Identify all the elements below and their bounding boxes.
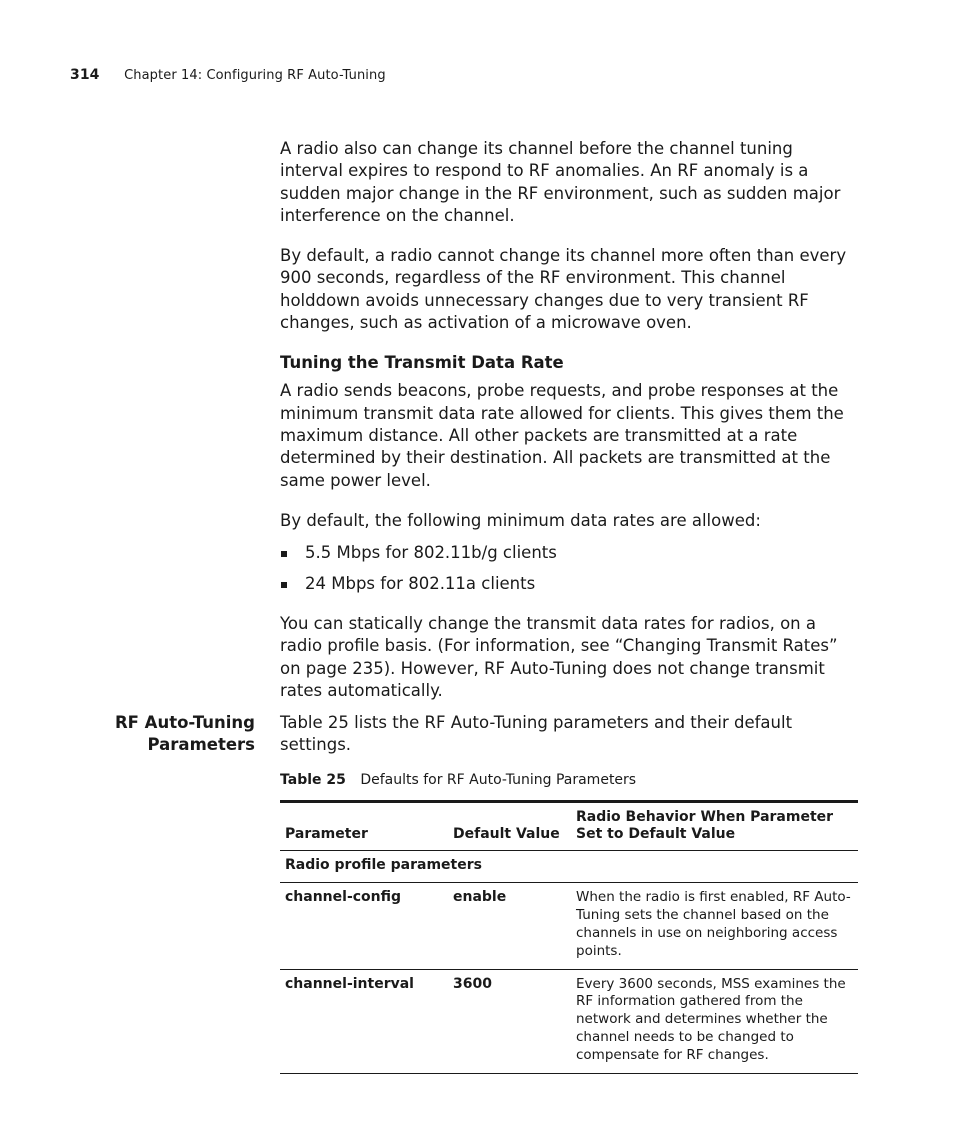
parameter-cell: channel-interval bbox=[285, 975, 414, 992]
section-body bbox=[280, 712, 858, 1074]
bullet-square-icon bbox=[281, 551, 287, 557]
table-caption bbox=[280, 770, 858, 790]
column-header-behavior: Radio Behavior When Parameter Set to Default Value bbox=[576, 808, 834, 842]
rate-list bbox=[280, 542, 858, 595]
column-header-parameter: Parameter bbox=[285, 825, 368, 842]
subheading-transmit-data-rate: Tuning the Transmit Data Rate bbox=[280, 353, 564, 373]
page-number: 314 bbox=[70, 67, 100, 83]
table-row bbox=[280, 883, 858, 969]
parameters-table bbox=[280, 800, 858, 1074]
parameter-cell: channel-config bbox=[285, 889, 402, 906]
paragraph-rf-anomaly: A radio also can change its channel before the channel tuning interval expires to respond to RF anomalies. An RF anomaly is a sudden major change in the RF environment, such as sudden major interference on the channel. bbox=[280, 139, 841, 225]
paragraph-transmit-rate: A radio sends beacons, probe requests, and probe responses at the minimum transmit data rate allowed for clients. This gives them the maximum distance. All other packets are transmitted at a rate determined by their destination. All packets are transmitted at the same power level. bbox=[280, 381, 844, 490]
list-item bbox=[280, 573, 858, 595]
default-value-cell: enable bbox=[453, 889, 507, 906]
table-group-row bbox=[280, 850, 858, 883]
column-header-default: Default Value bbox=[453, 825, 560, 842]
bullet-square-icon bbox=[281, 582, 287, 588]
section-heading bbox=[70, 712, 255, 756]
table-caption-title: Defaults for RF Auto-Tuning Parameters bbox=[360, 771, 637, 788]
section-intro: Table 25 lists the RF Auto-Tuning parameters and their default settings. bbox=[280, 713, 793, 755]
main-content bbox=[280, 138, 858, 720]
chapter-title: Chapter 14: Configuring RF Auto-Tuning bbox=[124, 68, 386, 83]
paragraph-channel-holddown: By default, a radio cannot change its channel more often than every 900 seconds, regardless of the RF environment. This channel holddown avoids unnecessary changes due to very transient RF changes, such as activation of a microwave oven. bbox=[280, 246, 847, 333]
list-item-text: 5.5 Mbps for 802.11b/g clients bbox=[305, 543, 557, 563]
list-item bbox=[280, 542, 858, 564]
table-caption-number: Table 25 bbox=[280, 771, 346, 788]
paragraph-static-rates: You can statically change the transmit data rates for radios, on a radio profile basis. (For information, see “Changing Transmit Rates” on page 235). However, RF Auto-Tuning does not change transmit rates automatically. bbox=[280, 614, 838, 701]
section-heading-line2: Parameters bbox=[147, 735, 255, 754]
behavior-cell: When the radio is first enabled, RF Auto-Tuning sets the channel based on the channels in use on neighboring access points. bbox=[576, 889, 851, 959]
table-header-row bbox=[280, 801, 858, 850]
behavior-cell: Every 3600 seconds, MSS examines the RF information gathered from the network and determines whether the channel needs to be changed to compensate for RF changes. bbox=[576, 975, 846, 1063]
group-label: Radio profile parameters bbox=[285, 856, 482, 873]
list-item-text: 24 Mbps for 802.11a clients bbox=[305, 574, 536, 594]
section-heading-line1: RF Auto-Tuning bbox=[114, 713, 255, 732]
table-row bbox=[280, 969, 858, 1073]
default-value-cell: 3600 bbox=[453, 975, 492, 992]
paragraph-default-rates: By default, the following minimum data rates are allowed: bbox=[280, 510, 761, 530]
running-header bbox=[70, 67, 386, 83]
